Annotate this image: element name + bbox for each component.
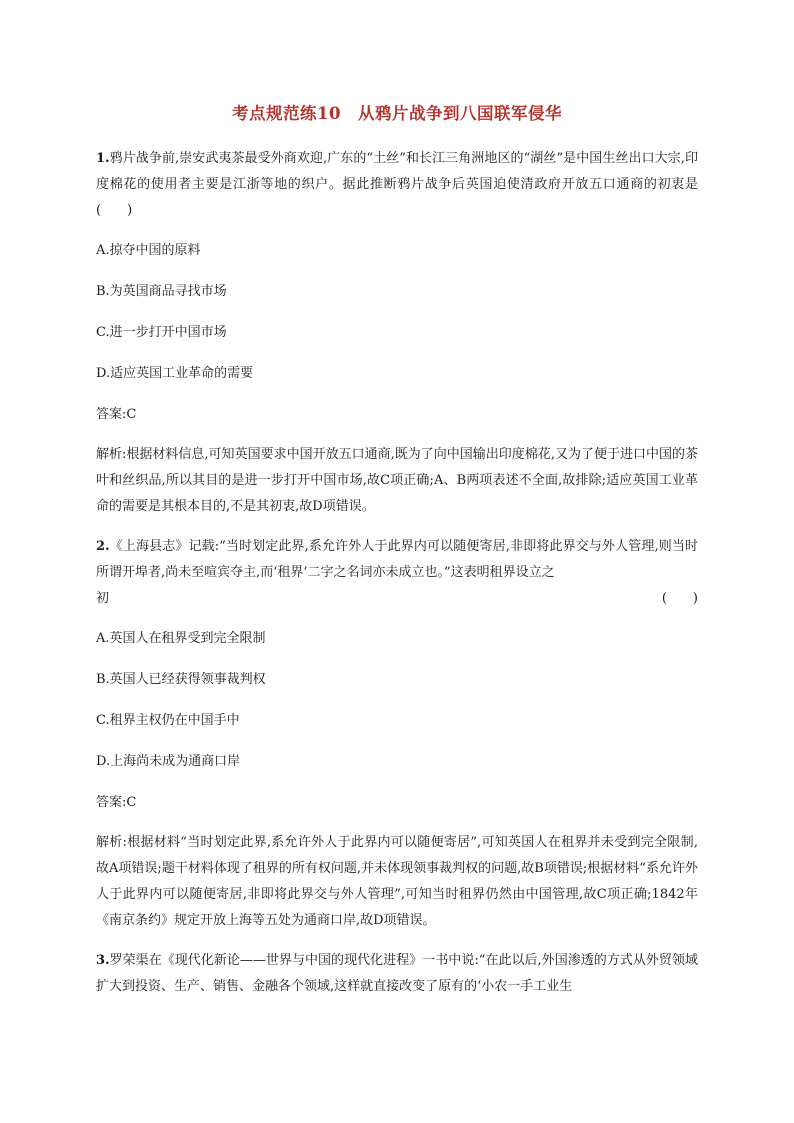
question-2-option-c: C.租界主权仍在中国手中 [96,713,240,728]
question-text: 罗荣渠在《现代化新论——世界与中国的现代化进程》一书中说:“在此以后,外国渗透的方式从外贸领域扩大到投资、生产、销售、金融各个领域,这样就直接改变了原有的‘小农一手工业生 [96,953,698,994]
question-text: 鸦片战争前,崇安武夷茶最受外商欢迎,广东的“土丝”和长江三角洲地区的“湖丝”是中国生丝出口大宗,印度棉花的使用者主要是江浙等地的织户。据此推断鸦片战争后英国迫使清政府开放五口通商的初衷是( ) [96,151,698,218]
question-2-stem-end [96,586,698,612]
question-text-end: 初 [96,591,110,606]
question-2-stem [96,534,698,586]
question-2-option-d: D.上海尚未成为通商口岸 [96,754,241,769]
question-number: 1. [96,151,110,166]
question-1-option-a: A.掠夺中国的原料 [96,243,201,258]
question-3-stem [96,948,698,1000]
question-2-option-b: B.英国人已经获得领事裁判权 [96,672,266,687]
question-2-explanation: 解析:根据材料“当时划定此界,系允许外人于此界内可以随便寄居”,可知英国人在租界并未受到完全限制,故A项错误;题干材料体现了租界的所有权问题,并未体现领事裁判权的问题,故B项错误;根据材料“系允许外人于此界内可以随便寄居,非即将此界交与外人管理”,可知当时租界仍然由中国管理,故C项正确;1842年《南京条约》规定开放上海等五处为通商口岸,故D项错误。 [96,835,698,928]
question-2-answer: 答案:C [96,795,137,810]
question-text: 《上海县志》记载:“当时划定此界,系允许外人于此界内可以随便寄居,非即将此界交与外人管理,则当时所谓开埠者,尚未至喧宾夺主,而‘租界’二字之名词亦未成立也。”这表明租界设立之 [96,539,698,580]
question-1-answer: 答案:C [96,407,137,422]
question-number: 3. [96,953,110,968]
question-1-option-b: B.为英国商品寻找市场 [96,284,227,299]
document-body [96,146,698,1000]
question-1-option-c: C.进一步打开中国市场 [96,325,227,340]
answer-blank: ( ) [661,591,698,606]
question-2-option-a: A.英国人在租界受到完全限制 [96,631,266,646]
question-1-stem [96,146,698,224]
question-1-explanation: 解析:根据材料信息,可知英国要求中国开放五口通商,既为了向中国输出印度棉花,又为了便于进口中国的茶叶和丝织品,所以其目的是进一步打开中国市场,故C项正确;A、B两项表述不全面,故排除;适应英国工业革命的需要是其根本目的,不是其初衷,故D项错误。 [96,447,698,514]
question-number: 2. [96,539,110,554]
question-1-option-d: D.适应英国工业革命的需要 [96,366,254,381]
page-title: 考点规范练10 从鸦片战争到八国联军侵华 [232,104,562,123]
